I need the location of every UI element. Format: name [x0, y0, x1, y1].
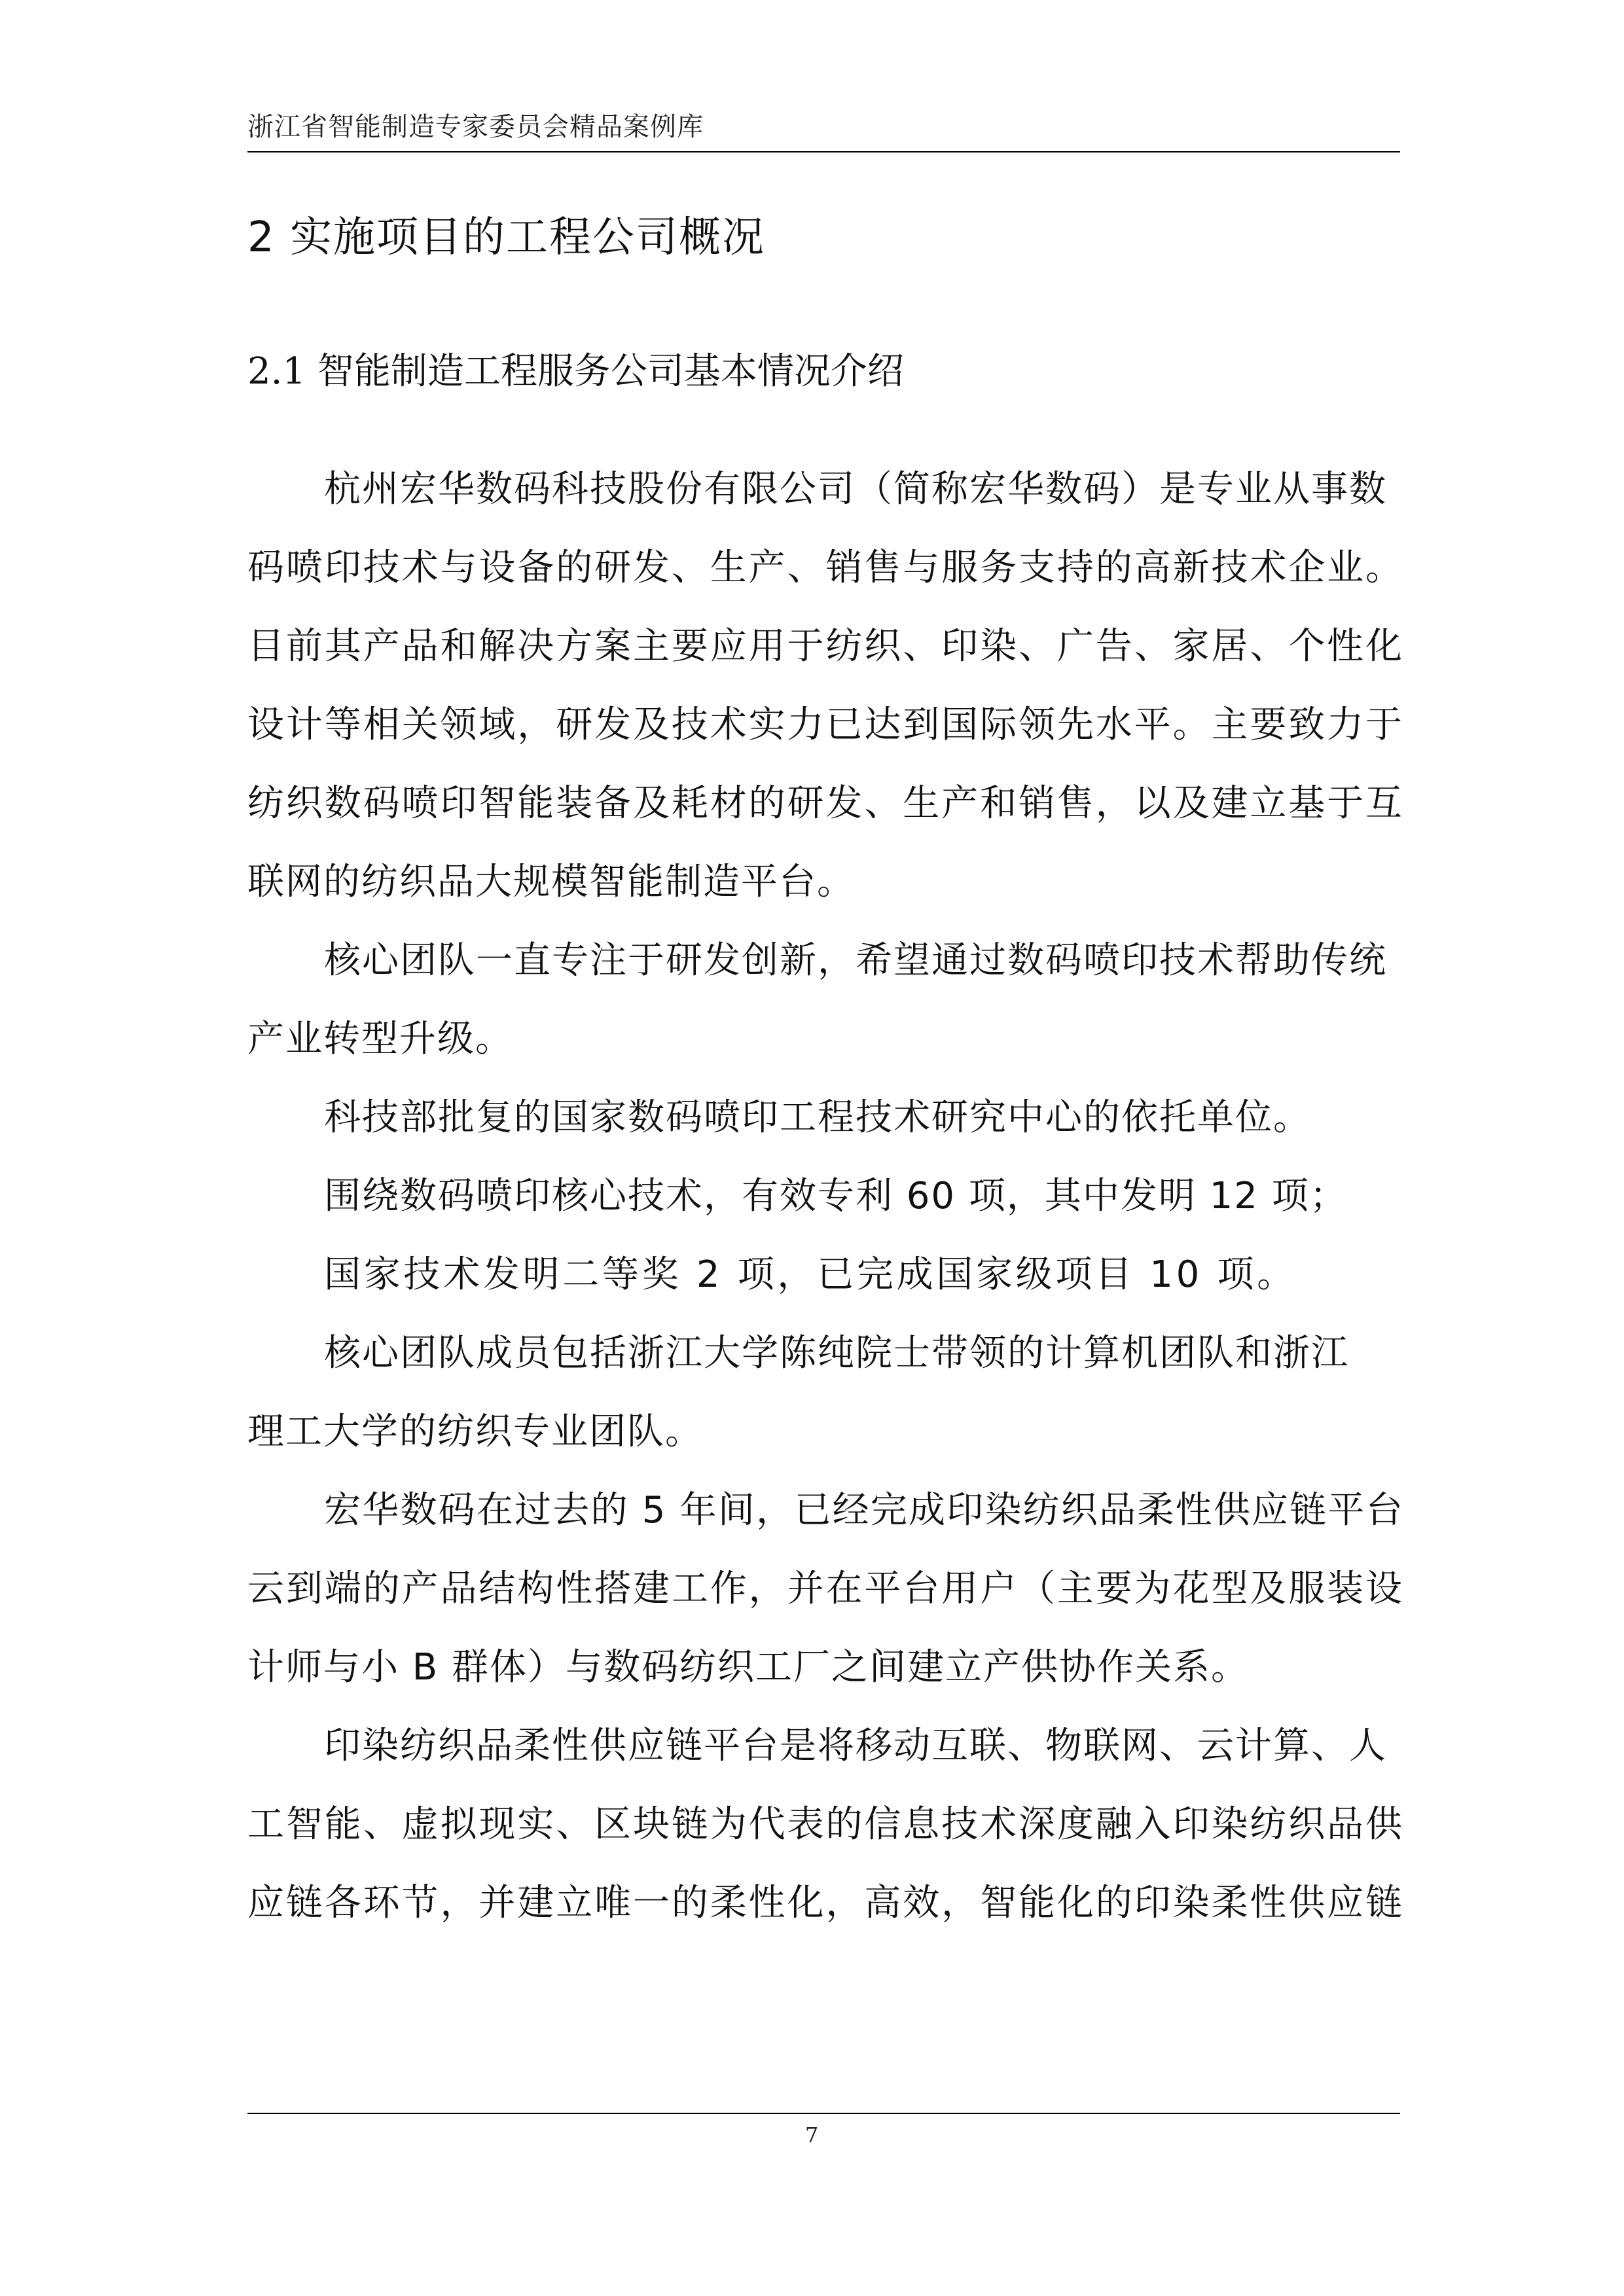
section-heading: 2 实施项目的工程公司概况	[247, 213, 766, 262]
paragraph-line: 纺织数码喷印智能装备及耗材的研发、生产和销售，以及建立基于互	[247, 782, 1404, 825]
paragraph-line: 核心团队一直专注于研发创新，希望通过数码喷印技术帮助传统	[324, 939, 1387, 982]
page-number: 7	[804, 2123, 819, 2147]
paragraph-line: 设计等相关领域，研发及技术实力已达到国际领先水平。主要致力于	[247, 704, 1404, 746]
paragraph-line: 码喷印技术与设备的研发、生产、销售与服务支持的高新技术企业。	[247, 547, 1404, 589]
paragraph-line: 核心团队成员包括浙江大学陈纯院士带领的计算机团队和浙江	[324, 1332, 1349, 1374]
paragraph-line: 云到端的产品结构性搭建工作，并在平台用户（主要为花型及服装设	[247, 1568, 1404, 1610]
paragraph-line: 联网的纺织品大规模智能制造平台。	[247, 861, 855, 903]
paragraph-line: 工智能、虚拟现实、区块链为代表的信息技术深度融入印染纺织品供	[247, 1803, 1404, 1846]
paragraph-line: 印染纺织品柔性供应链平台是将移动互联、物联网、云计算、人	[324, 1725, 1387, 1767]
paragraph-line: 围绕数码喷印核心技术，有效专利 60 项，其中发明 12 项；	[324, 1175, 1348, 1217]
paragraph-line: 国家技术发明二等奖 2 项，已完成国家级项目 10 项。	[324, 1253, 1297, 1296]
paragraph-line: 宏华数码在过去的 5 年间，已经完成印染纺织品柔性供应链平台	[324, 1489, 1404, 1532]
paragraph-line: 目前其产品和解决方案主要应用于纺织、印染、广告、家居、个性化	[247, 625, 1404, 668]
paragraph-line: 科技部批复的国家数码喷印工程技术研究中心的依托单位。	[324, 1096, 1311, 1139]
paragraph-line: 计师与小 B 群体）与数码纺织工厂之间建立产供协作关系。	[247, 1646, 1250, 1689]
paragraph-line: 杭州宏华数码科技股份有限公司（简称宏华数码）是专业从事数	[324, 468, 1387, 511]
running-header: 浙江省智能制造专家委员会精品案例库	[247, 112, 704, 142]
paragraph-line: 产业转型升级。	[247, 1018, 513, 1060]
subsection-heading: 2.1 智能制造工程服务公司基本情况介绍	[247, 350, 904, 393]
paragraph-line: 应链各环节，并建立唯一的柔性化，高效，智能化的印染柔性供应链	[247, 1882, 1404, 1924]
header-rule	[247, 151, 1400, 152]
footer-rule	[247, 2113, 1400, 2114]
paragraph-line: 理工大学的纺织专业团队。	[247, 1410, 703, 1453]
